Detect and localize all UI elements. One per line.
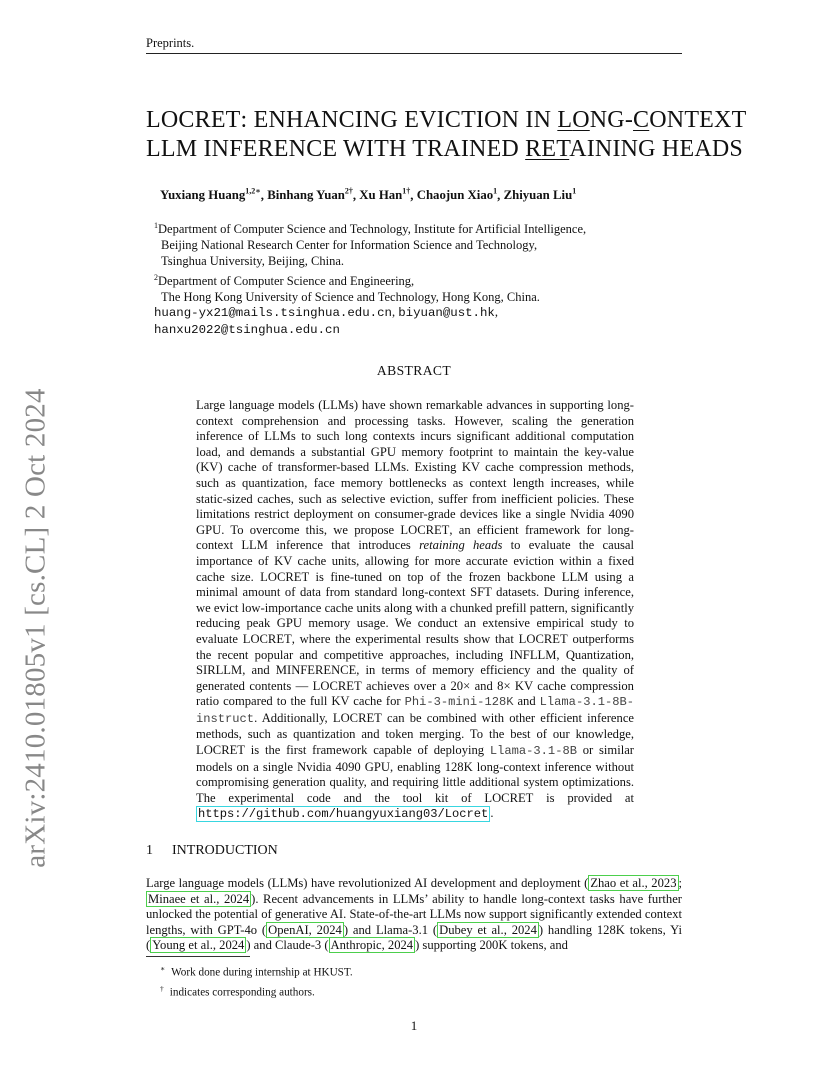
author-name: Chaojun Xiao$^1$ [416,187,498,203]
body-text: outperforms the recent popular and competitive approaches, including I [196,631,635,662]
author-name: Binhang Yuan$^{2\dagger}$ [267,187,353,203]
title-fragment: VICTION IN [419,107,552,133]
author-name: Xu Han$^{1\dagger}$ [359,187,411,203]
body-text: to evaluate the causal importance of KV cache units, allowing for more accurate eviction within a fixed cache size. L [196,538,634,584]
title-fragment: ET [541,136,570,162]
email-line-1: huang-yx21@mails.tsinghua.edu.cn, biyuan@ust.hk, [154,305,498,321]
author-list: Yuxiang Huang$^{1,2∗}$, Binhang Yuan$^{2\dagger}$, Xu Han$^{1\dagger}$, Chaojun Xiao$^1$, Zhiyuan Liu$^1$ [160,187,577,203]
body-text: is the first framework capable of deploying [244,743,490,758]
small-caps-text: NFERENCE [291,663,357,678]
model-name-code: Llama-3.1-8B-instruct [196,695,635,726]
title-fragment: NHANCING [268,107,399,133]
header-rule [146,53,682,54]
model-name-code: Llama-3.1-8B [489,744,577,759]
body-text: ). Recent advancements in LLMs’ ability to handle long-context tasks have further unlocked the potential of generative AI. State-of-the-art LLMs now support significantly extended context lengths, with GPT-4o ( [146,891,682,937]
title-fragment: O [572,107,590,133]
body-text: Large language models (LLMs) have shown remarkable advances in supporting long-context comprehension and processing tasks. However, scaling the generation inference of LLMs to such long contexts incurs significant additional computation load, and demands a substantial GPU memory footprint to maintain the key-value (KV) cache of transformer-based LLMs. Existing KV cache compression methods, such as quantization, face memory bottlenecks as context length increases, while static-sized caches, such as selective eviction, suffer from inefficient policies. These limitations restrict deployment on consumer-grade devices like a single Nvidia 4090 GPU. To overcome this, we propose L [196,398,634,537]
body-text: ) and Llama-3.1 ( [343,922,438,937]
author-name: Zhiyuan Liu$^1$ [503,187,577,203]
body-text: and [513,694,540,709]
abstract-body [196,398,634,823]
affiliation-1-line-3: Tsinghua University, Beijing, China. [161,253,345,268]
running-header: Preprints. [146,36,195,50]
citation-link[interactable]: Zhao et al., 2023 [590,876,677,890]
small-caps-text: NF [513,647,530,662]
small-caps-text: OCRET [492,790,534,805]
title-fragment: AINING [569,136,656,162]
body-text: ) and Claude-3 ( [246,938,329,953]
arxiv-identifier-stamp: arXiv:2410.01805v1 [cs.CL] 2 Oct 2024 [19,388,52,868]
page-number: 1 [410,1018,418,1033]
email-link[interactable]: hanxu2022@tsinghua.edu.cn [154,323,340,338]
affiliation-2-line-2: The Hong Kong University of Science and Technology, Hong Kong, China. [161,289,540,304]
affiliation-1-line-2: Beijing National Research Center for Information Science and Technology, [161,237,538,252]
section-heading-introduction: 1 INTRODUCTION [146,843,278,858]
footnote: † indicates corresponding authors. [160,983,315,999]
citation-link[interactable]: Minaee et al., 2024 [148,891,250,906]
title-fragment: EADS [679,136,743,162]
body-text: ) supporting 200K tokens, and [415,938,568,953]
body-text: ; [678,876,682,890]
citation-link[interactable]: Dubey et al., 2024 [439,922,537,937]
body-text: LLM, Quantization, S [196,647,635,678]
title-fragment: - [624,107,634,133]
email-line-2 [154,322,586,339]
body-text: , an efficient framework for long-context LLM inference that introduces [196,522,634,553]
body-text: , in terms of memory efficiency and the quality of generated contents — L [196,663,634,693]
title-line-1 [146,106,747,135]
small-caps-text: OCRET [526,631,568,646]
body-text: ) handling 128K tokens, Yi ( [146,922,683,953]
citation-link[interactable]: Anthropic, 2024 [330,938,414,953]
title-fragment: RAINED [427,136,519,162]
abstract-heading: ABSTRACT [376,363,452,378]
author-name: Yuxiang Huang$^{1,2∗}$ [160,187,261,203]
body-text: , where the experimental results show that L [291,631,527,646]
title-fragment: L [146,107,161,133]
body-text: . [490,806,494,821]
title-fragment: T [406,136,428,162]
github-link[interactable]: https://github.com/huangyuxiang03/Locret [198,807,489,822]
title-fragment: C [633,107,650,133]
body-text: or similar models on a single Nvidia 4090 GPU, enabling 128K long-context inference without compromising generation quality, and requiring little additional system optimizations. The experimental code and the tool kit of L [196,743,634,805]
email-link[interactable]: biyuan@ust.hk [398,306,495,321]
footnote: ∗ Work done during internship at HKUST. [160,964,353,979]
introduction-body [146,876,682,954]
small-caps-text: OCRET [203,743,245,758]
body-text: is provided at [533,790,634,805]
emphasis-text: retaining heads [419,538,503,553]
citation-link[interactable]: Young et al., 2024 [152,938,245,953]
body-text: . Additionally, L [254,710,341,725]
body-text: is fine-tuned on top of the frozen backbone LLM using a minimal amount of data from standard long-context SFT datasets. During inference, we evict low-importance cache units along with a chunked prefill pattern, significantly reducing peak GPU memory usage. We conduct an extensive empirical study to evaluate L [196,569,634,646]
affiliations [154,218,586,339]
citation-link[interactable]: OpenAI, 2024 [268,922,342,937]
title-fragment: NFERENCE WITH [211,136,407,162]
title-fragment: OCRET [160,107,241,133]
small-caps-text: OCRET [408,522,450,537]
title-fragment: H [655,136,680,162]
small-caps-text: OCRET [340,710,382,725]
small-caps-text: IR [203,663,216,678]
body-text: achieves over a 20× and 8× KV cache compression ratio compared to the full KV cache for [196,678,634,709]
title-fragment: NG [589,107,625,133]
title-fragment: R [525,136,542,162]
title-fragment: LLM I [146,136,212,162]
small-caps-text: OCRET [320,678,362,693]
body-text: LLM, and MI [215,663,292,678]
title-line-2 [146,135,743,164]
model-name-code: Phi-3-mini-128K [404,695,514,710]
small-caps-text: OCRET [250,631,292,646]
footnotes [160,961,353,1000]
affiliation-1-line-1: $^1$Department of Computer Science and Technology, Institute for Artificial Intelligence, [154,221,587,237]
title-fragment: : E [240,107,269,133]
small-caps-text: OCRET [267,569,310,584]
title-fragment: L [557,107,573,133]
email-link[interactable]: huang-yx21@mails.tsinghua.edu.cn [154,306,392,321]
body-text: Large language models (LLMs) have revolutionized AI development and deployment ( [146,876,589,890]
title-fragment: E [398,107,420,133]
paper-title [146,106,747,164]
footnote-rule [146,956,250,957]
body-text: can be combined with other efficient inference methods, such as quantization and token merging. To the best of our knowledge, L [196,710,634,758]
title-fragment: ONTEXT [649,107,747,133]
affiliation-2-line-1: $^2$Department of Computer Science and Engineering, [154,272,415,288]
